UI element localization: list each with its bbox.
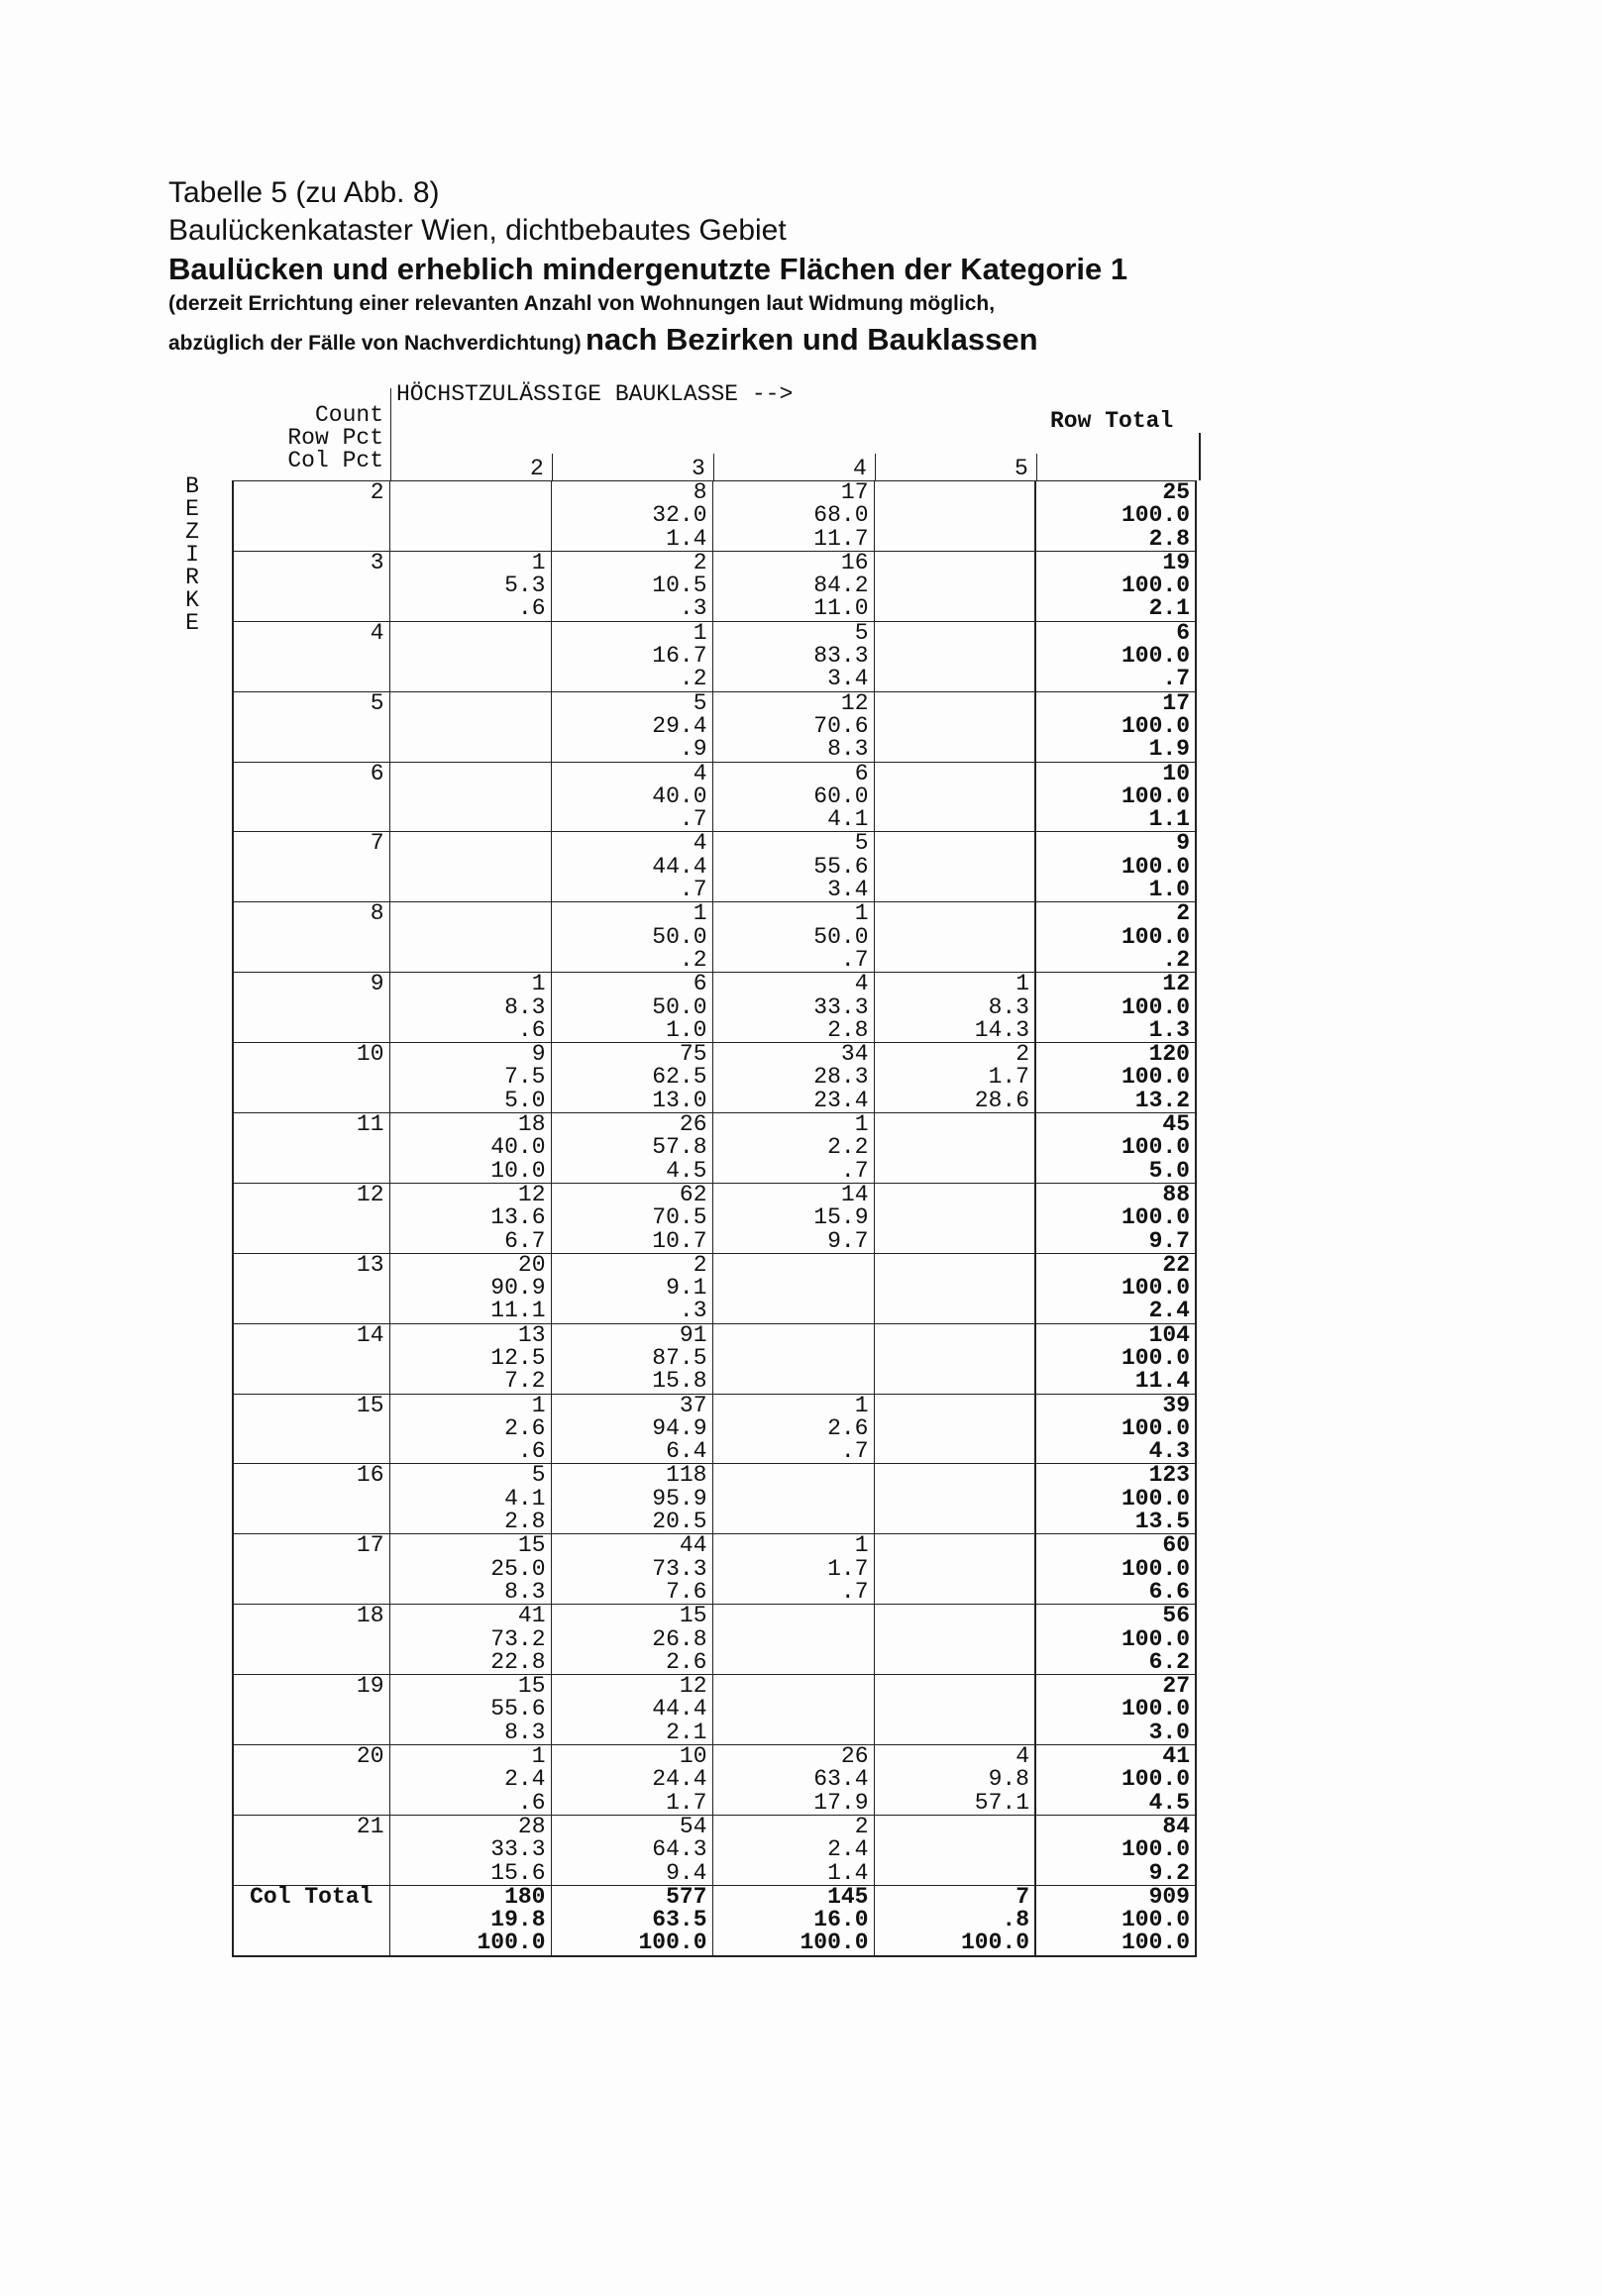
data-cell	[874, 1183, 1035, 1253]
table-row	[233, 1675, 1196, 1745]
table-row	[233, 1815, 1196, 1885]
row-total-cell: 6 100.0 .7	[1035, 621, 1196, 691]
stat-label-row-pct: Row Pct	[287, 425, 383, 451]
row-label: 7	[233, 832, 389, 902]
row-variable-label	[182, 475, 202, 635]
data-cell: 2 9.1 .3	[551, 1253, 712, 1323]
header-tick	[552, 454, 553, 480]
data-cell: 75 62.5 13.0	[551, 1043, 712, 1113]
data-cell	[389, 902, 551, 973]
row-label: 18	[233, 1605, 389, 1675]
title-note-end: abzüglich der Fälle von Nachverdichtung)	[168, 332, 582, 355]
data-cell: 1 2.6 .7	[712, 1394, 874, 1464]
data-cell	[874, 691, 1035, 762]
data-cell: 2 10.5 .3	[551, 551, 712, 621]
data-cell: 1 8.3 14.3	[874, 973, 1035, 1043]
title-grouping: nach Bezirken und Bauklassen	[586, 322, 1038, 357]
table-row	[233, 1605, 1196, 1675]
data-cell: 17 68.0 11.7	[712, 481, 874, 552]
data-cell	[389, 832, 551, 902]
column-header-2: 2	[530, 456, 544, 481]
data-cell: 118 95.9 20.5	[551, 1464, 712, 1534]
row-label: 20	[233, 1745, 389, 1816]
table-row	[233, 902, 1196, 973]
data-cell: 16 84.2 11.0	[712, 551, 874, 621]
data-cell: 41 73.2 22.8	[389, 1605, 551, 1675]
table-row	[233, 1534, 1196, 1605]
row-label: 14	[233, 1323, 389, 1394]
data-cell: 4 40.0 .7	[551, 762, 712, 832]
row-total-cell: 123 100.0 13.5	[1035, 1464, 1196, 1534]
data-cell: 62 70.5 10.7	[551, 1183, 712, 1253]
data-cell	[389, 762, 551, 832]
row-total-label: Row Total	[1050, 408, 1174, 434]
data-cell: 54 64.3 9.4	[551, 1815, 712, 1885]
data-cell: 15 25.0 8.3	[389, 1534, 551, 1605]
row-variable-letter: B	[185, 473, 199, 499]
row-label: 16	[233, 1464, 389, 1534]
row-total-cell: 104 100.0 11.4	[1035, 1323, 1196, 1394]
data-cell: 1 2.2 .7	[712, 1113, 874, 1184]
data-cell	[712, 1323, 874, 1394]
data-cell: 4 44.4 .7	[551, 832, 712, 902]
grand-total-cell: 909 100.0 100.0	[1035, 1885, 1196, 1955]
table-row	[233, 832, 1196, 902]
column-header-5: 5	[1015, 456, 1028, 481]
row-total-cell: 60 100.0 6.6	[1035, 1534, 1196, 1605]
row-total-cell: 45 100.0 5.0	[1035, 1113, 1196, 1184]
data-cell	[389, 691, 551, 762]
col-total-cell: 577 63.5 100.0	[551, 1885, 712, 1955]
data-cell	[874, 1394, 1035, 1464]
table-number: Tabelle 5 (zu Abb. 8)	[168, 176, 440, 209]
data-cell: 1 50.0 .7	[712, 902, 874, 973]
data-cell	[712, 1464, 874, 1534]
data-cell: 1 2.6 .6	[389, 1394, 551, 1464]
data-cell: 26 57.8 4.5	[551, 1113, 712, 1184]
table-row	[233, 762, 1196, 832]
data-cell: 1 2.4 .6	[389, 1745, 551, 1816]
table-row	[233, 1745, 1196, 1816]
row-label: 11	[233, 1113, 389, 1184]
table-row	[233, 1394, 1196, 1464]
data-cell	[874, 762, 1035, 832]
row-label: 13	[233, 1253, 389, 1323]
title-note-continued	[168, 319, 1456, 366]
data-cell: 10 24.4 1.7	[551, 1745, 712, 1816]
subtitle: Baulückenkataster Wien, dichtbebautes Gebiet	[168, 214, 787, 247]
data-cell	[874, 1323, 1035, 1394]
table-row	[233, 691, 1196, 762]
data-cell: 44 73.3 7.6	[551, 1534, 712, 1605]
data-cell	[874, 1534, 1035, 1605]
data-cell: 1 50.0 .2	[551, 902, 712, 973]
row-variable-letter: E	[185, 496, 199, 522]
stat-label-col-pct: Col Pct	[287, 448, 383, 473]
data-cell: 2 1.7 28.6	[874, 1043, 1035, 1113]
data-cell: 2 2.4 1.4	[712, 1815, 874, 1885]
data-cell	[712, 1253, 874, 1323]
table-row	[233, 1113, 1196, 1184]
row-total-cell: 17 100.0 1.9	[1035, 691, 1196, 762]
row-variable-letter: Z	[185, 519, 199, 545]
row-label: 5	[233, 691, 389, 762]
row-total-cell: 9 100.0 1.0	[1035, 832, 1196, 902]
data-cell	[874, 902, 1035, 973]
table-row	[233, 1464, 1196, 1534]
row-label: 21	[233, 1815, 389, 1885]
data-cell: 34 28.3 23.4	[712, 1043, 874, 1113]
data-cell: 1 1.7 .7	[712, 1534, 874, 1605]
table-row	[233, 1253, 1196, 1323]
column-header-4: 4	[853, 456, 867, 481]
header-tick	[1036, 454, 1037, 480]
column-variable-label: HÖCHSTZULÄSSIGE BAUKLASSE -->	[396, 381, 794, 407]
row-label: 8	[233, 902, 389, 973]
row-label: 17	[233, 1534, 389, 1605]
data-cell: 5 29.4 .9	[551, 691, 712, 762]
data-cell	[389, 621, 551, 691]
row-total-cell: 56 100.0 6.2	[1035, 1605, 1196, 1675]
row-total-cell: 25 100.0 2.8	[1035, 481, 1196, 552]
data-cell: 5 55.6 3.4	[712, 832, 874, 902]
header-tick	[875, 454, 876, 480]
data-cell: 13 12.5 7.2	[389, 1323, 551, 1394]
data-cell: 1 16.7 .2	[551, 621, 712, 691]
row-label: 10	[233, 1043, 389, 1113]
row-total-cell: 41 100.0 4.5	[1035, 1745, 1196, 1816]
data-cell: 15 26.8 2.6	[551, 1605, 712, 1675]
row-total-cell: 27 100.0 3.0	[1035, 1675, 1196, 1745]
row-total-cell: 12 100.0 1.3	[1035, 973, 1196, 1043]
data-cell: 15 55.6 8.3	[389, 1675, 551, 1745]
data-cell	[874, 621, 1035, 691]
data-cell: 4 33.3 2.8	[712, 973, 874, 1043]
data-cell: 8 32.0 1.4	[551, 481, 712, 552]
table-row	[233, 481, 1196, 552]
row-variable-letter: I	[185, 542, 199, 568]
col-total-row	[233, 1885, 1196, 1955]
row-label: 9	[233, 973, 389, 1043]
row-variable-letter: R	[185, 565, 199, 590]
row-variable-letter: E	[185, 610, 199, 636]
row-total-cell: 10 100.0 1.1	[1035, 762, 1196, 832]
data-cell	[712, 1675, 874, 1745]
data-cell	[874, 1253, 1035, 1323]
data-cell: 37 94.9 6.4	[551, 1394, 712, 1464]
data-cell: 5 83.3 3.4	[712, 621, 874, 691]
data-cell	[874, 481, 1035, 552]
row-label: 19	[233, 1675, 389, 1745]
data-cell: 26 63.4 17.9	[712, 1745, 874, 1816]
data-cell: 12 44.4 2.1	[551, 1675, 712, 1745]
table-row	[233, 1043, 1196, 1113]
row-label: 2	[233, 481, 389, 552]
title-note: (derzeit Errichtung einer relevanten Anzahl von Wohnungen laut Widmung möglich,	[168, 292, 996, 315]
row-label: 6	[233, 762, 389, 832]
table-row	[233, 621, 1196, 691]
data-cell: 18 40.0 10.0	[389, 1113, 551, 1184]
data-cell	[874, 1675, 1035, 1745]
data-cell	[874, 1464, 1035, 1534]
row-total-cell: 39 100.0 4.3	[1035, 1394, 1196, 1464]
page-heading	[168, 174, 1456, 366]
crosstab-body	[233, 481, 1196, 1956]
col-total-cell: 7 .8 100.0	[874, 1885, 1035, 1955]
data-cell	[874, 551, 1035, 621]
row-label: 3	[233, 551, 389, 621]
data-cell: 14 15.9 9.7	[712, 1183, 874, 1253]
table-row	[233, 973, 1196, 1043]
column-header-3: 3	[692, 456, 705, 481]
table-row	[233, 1183, 1196, 1253]
data-cell: 12 13.6 6.7	[389, 1183, 551, 1253]
data-cell: 91 87.5 15.8	[551, 1323, 712, 1394]
data-cell: 12 70.6 8.3	[712, 691, 874, 762]
row-label: 4	[233, 621, 389, 691]
data-cell: 20 90.9 11.1	[389, 1253, 551, 1323]
data-cell	[874, 1605, 1035, 1675]
data-cell: 9 7.5 5.0	[389, 1043, 551, 1113]
data-cell	[712, 1605, 874, 1675]
data-cell: 6 50.0 1.0	[551, 973, 712, 1043]
row-total-cell: 19 100.0 2.1	[1035, 551, 1196, 621]
data-cell: 28 33.3 15.6	[389, 1815, 551, 1885]
data-cell	[874, 1815, 1035, 1885]
header-divider	[390, 388, 391, 480]
data-cell	[389, 481, 551, 552]
row-total-cell: 2 100.0 .2	[1035, 902, 1196, 973]
crosstab-table	[232, 480, 1197, 1957]
row-label: 12	[233, 1183, 389, 1253]
row-variable-letter: K	[185, 587, 199, 613]
col-total-cell: 180 19.8 100.0	[389, 1885, 551, 1955]
row-label: 15	[233, 1394, 389, 1464]
row-total-cell: 22 100.0 2.4	[1035, 1253, 1196, 1323]
row-total-cell: 120 100.0 13.2	[1035, 1043, 1196, 1113]
data-cell	[874, 1113, 1035, 1184]
header-right-edge	[1199, 433, 1201, 480]
table-title: Baulücken und erheblich mindergenutzte Flächen der Kategorie 1	[168, 252, 1128, 286]
data-cell: 1 8.3 .6	[389, 973, 551, 1043]
col-total-label: Col Total	[233, 1885, 389, 1955]
data-cell	[874, 832, 1035, 902]
col-total-cell: 145 16.0 100.0	[712, 1885, 874, 1955]
table-row	[233, 551, 1196, 621]
row-total-cell: 84 100.0 9.2	[1035, 1815, 1196, 1885]
stat-label-count: Count	[314, 402, 383, 428]
data-cell: 4 9.8 57.1	[874, 1745, 1035, 1816]
data-cell: 6 60.0 4.1	[712, 762, 874, 832]
header-tick	[713, 454, 714, 480]
row-total-cell: 88 100.0 9.7	[1035, 1183, 1196, 1253]
table-row	[233, 1323, 1196, 1394]
data-cell: 5 4.1 2.8	[389, 1464, 551, 1534]
data-cell: 1 5.3 .6	[389, 551, 551, 621]
